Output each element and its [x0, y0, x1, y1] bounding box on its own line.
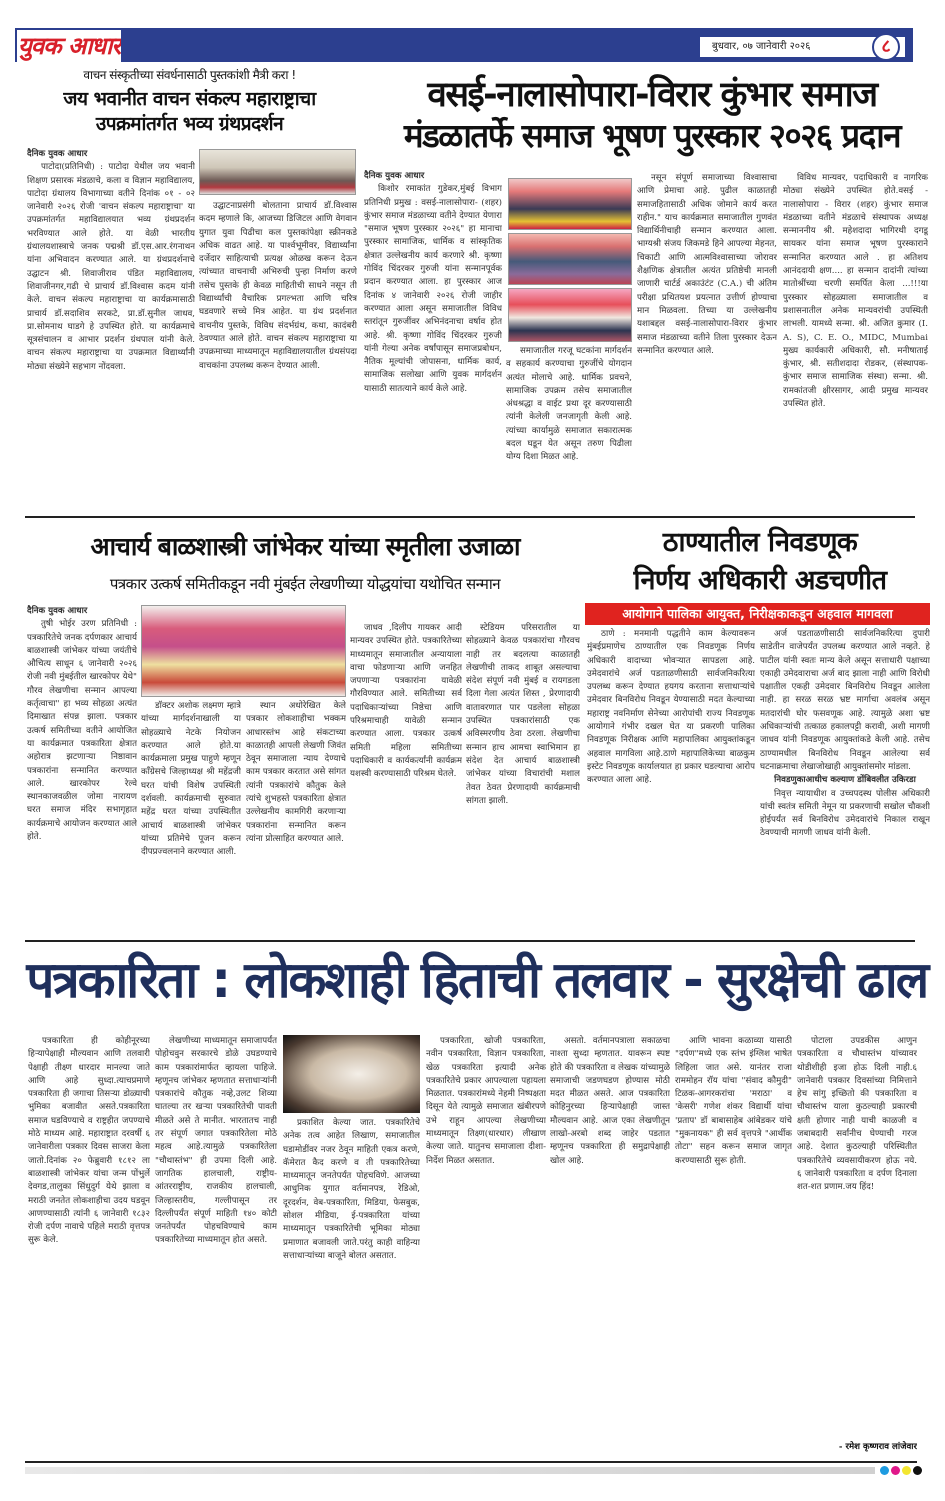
article1-headline-1-text: जय भवानीत वाचन संकल्प महाराष्ट्राचा: [63, 88, 316, 110]
article3-col1: [27, 605, 137, 920]
article2-headline-2: [372, 118, 932, 156]
article5-headline: [20, 945, 928, 1017]
registration-dot-yellow: [902, 1466, 911, 1475]
article3-source: दैनिक युवक आधार: [27, 606, 88, 616]
article3-subheadline-text: पत्रकार उत्कर्ष समितीकडून नवी मुंबईत लेखणीच्या योद्धयांचा यथोचित सन्मान: [109, 575, 501, 593]
article4-col1: [587, 628, 755, 920]
section-divider: [25, 940, 915, 942]
article2-headline-2-text: मंडळातर्फे समाज भूषण पुरस्कार २०२६ प्रदान: [403, 116, 901, 155]
article1-kicker-text: वाचन संस्कृतीच्या संवर्धनासाठी पुस्तकांशी मैत्री करा !: [83, 68, 296, 82]
article2-headline-1: [372, 76, 932, 116]
article3-col3: [246, 700, 346, 920]
article2-headline-1-text: वसई-नालासोपारा-विरार कुंभार समाज: [427, 75, 877, 115]
article3-subheadline: [25, 576, 585, 594]
registration-dot-cyan: [880, 1466, 889, 1475]
article1-col2: [199, 200, 357, 508]
issue-date: [700, 37, 866, 57]
section-divider: [25, 516, 915, 518]
article5-col5: [550, 1035, 670, 1455]
article5-text: लेखणीच्या माध्यमातून समाजापर्यंत पोहोचवुन सरकारचे डोळे उघडण्याचे काम पत्रकारांमार्फत व्हायला पाहिजे. म्हणूनच जांभेकर म्हणतात सत्ताधाऱ्यांनी पत्रकारांचे कौतुक नव्हे,उलट शिव्या घातल्या तर खऱ्या पत्रकारितेची पावती मीळते असे ते मानीत. भारतातच नाही तर संपूर्ण जगात पत्रकारितेला मोठे महत्व आहे.त्यामुळे पत्रकारितेला "चौथास्तंभ" ही उपमा दिली आहे. जागतिक हालचाली, राष्ट्रीय-आंतरराष्ट्रीय, राजकीय हालचाली, जिल्हास्तरीय, गल्लीपासून तर दिल्लीपर्यंत संपूर्ण माहिती १४० कोटी जनतेपर्यंत पोहचविण्याचे काम पत्रकारितेच्या माध्यमातून होत असते.: [155, 1036, 277, 1246]
article1-headline-1: [22, 89, 357, 111]
article3-headline: [25, 533, 585, 563]
article3-text: तुषी भोईर उरण प्रतिनिधी : पत्रकारितेचे जनक दर्पणकार आचार्य बाळशास्त्री जांभेकर यांच्या जयंतीचे औचित्य साधून ६ जानेवारी २०२६ रोजी नवी मुंबईतील खारकोपर येथे" गौरव लेखणीचा सन्मान आपल्या कर्तृत्वाचा" हा भव्य सोहळा अत्यंत दिमाखात संपन्न झाला. पत्रकार उत्कर्ष समितीच्या वतीने आयोजित या कार्यक्रमात पत्रकारिता क्षेत्रात अहोरात्र झटणाऱ्या निष्ठावान पत्रकारांना सन्मानित करण्यात आले. खारकोपर रेल्वे स्थानकाजवळील जोमा नारायण घरत समाज मंदिर सभागृहात कार्यक्रमाचे आयोजन करण्यात आले होते.: [27, 619, 137, 843]
article5-byline: [760, 1441, 917, 1456]
article5-text: पत्रकारिता, खोजी पत्रकारिता, नवीन पत्रकारिता, विज्ञान पत्रकारिता, खेळ पत्रकारिता इत्यादी अनेक पत्रकारितेचे प्रकार आपल्याला पहायला मिळतात. पत्रकारांमध्ये नेहमी निष्पक्षता दिसून येते त्यामुळे समाजात खंबीरपणे उभे राहून आपल्या लेखणीच्या माध्यमातून तिक्ष्ण(धारधार) लीखाण केल्या जाते. यातुनच समाजाला दीशा-निर्देश मिळत असतात.: [426, 1036, 546, 1166]
article2-col1: [364, 170, 502, 508]
article1-kicker: [22, 69, 357, 85]
article4-headline-1-text: ठाण्यातील निवडणूक: [662, 527, 858, 558]
article3-text: जाधव ,दिलीप गायकर आदी मान्यवर उपस्थित होते. पत्रकारितेच्या माध्यमातून समाजातील अन्यायाला वाचा फोडणाऱ्या आणि जनहित जपणाऱ्या पत्रकारांना यावेळी गौरविण्यात आले. समितीच्या सर्व पदाधिकाऱ्यांच्या निष्ठेचा आणि परिश्रमाचाही यावेळी सन्मान करण्यात आला. पत्रकार उत्कर्ष समिती महिला समितीच्या पदाधिकारी व कार्यकर्त्यांनी कार्यक्रम यशस्वी करण्यासाठी परिश्रम घेतले.: [350, 623, 462, 780]
article4-subhead: निवडणुकाआधीच कल्याण डोंबिवलीत उकिरडा: [774, 775, 916, 786]
footer-bar: [25, 1467, 875, 1474]
article3-text: स्थान अधोरेखित केले पत्रकार लोकशाहीचा भक्कम आधारस्तंभ आहे संकटाच्या काळातही आपली लेखणी जिवंत ठेवून समाजाला न्याय देण्याचे काम पत्रकार करतात असे सांगत त्यांनी पत्रकारांचे कौतुक केले त्यांचे शुभहस्ते पत्रकारिता क्षेत्रात उल्लेखनीय कामगिरी करणाऱ्या पत्रकारांना सन्मानित करून त्यांना प्रोत्साहित करण्यात आले.: [246, 701, 346, 844]
article5-col6: [675, 1035, 792, 1455]
article1-col1: [27, 148, 195, 508]
article5-headline-text: पत्रकारिता : लोकशाही हिताची तलवार - सुरक्षेची ढाल: [26, 951, 928, 1009]
article2-col2: [506, 345, 632, 508]
article2-col3: [637, 172, 777, 508]
registration-dot-magenta: [891, 1466, 900, 1475]
issue-date-text: बुधवार, ०७ जानेवारी २०२६: [712, 41, 811, 52]
article2-col4: [783, 172, 928, 508]
article2-text: नसून संपूर्ण समाजाच्या विश्वासाचा आणि प्रेमाचा आहे. पुढील काळातही समाजहितासाठी अधिक जोमाने कार्य करत राहीन." याच कार्यक्रमात समाजातील गुणवंत विद्यार्थिनीचाही सन्मान करण्यात आला. भाग्यश्री संजय जिकमडे हिने आपल्या मेहनत, चिकाटी आणि आत्मविश्वासाच्या जोरावर शैक्षणिक क्षेत्रातील अत्यंत प्रतिष्ठेची मानली जाणारी चार्टर्ड अकाउंटंट (C.A.) ची अंतिम परीक्षा प्रथितयश प्रयत्नात उत्तीर्ण होण्याचा मान मिळवला. तिच्या या उल्लेखनीय यशाबद्दल वसई-नालासोपारा-विरार कुंभार समाज मंडळाच्या वतीने तिला पुरस्कार देऊन सन्मानित करण्यात आले.: [637, 173, 777, 356]
article1-photo: [199, 149, 356, 195]
article5-text: प्रकाशित केल्या जात. पत्रकारितेचे अनेक तत्व आहेत लिखाण, समाजातील घडामोडींवर नजर ठेवून माहिती एकत्र करणे, कॅमेरात कैद करणे व ती पत्रकारितेच्या माध्यमातून जनतेपर्यंत पोहचविणे. आजच्या आधुनिक युगात वर्तमानपत्र, रेडिओ, दूरदर्शन, वेब-पत्रकारिता, मिडिया, फेसबुक, सोशल मीडिया, ई-पत्रकारिता यांच्या माध्यमातून पत्रकारितेची भूमिका मोठ्या प्रमाणात बजावली जाते.परंतु काही वाहिन्या सत्ताधाऱ्यांच्या बाजूने बोलत असतात.: [283, 1118, 420, 1261]
article5-col3: [283, 1117, 420, 1455]
article2-photo-3: [508, 288, 632, 342]
article4-text: ठाणे : मनमानी पद्धतीने काम केल्यावरून मुंबईप्रमाणेच ठाण्यातील एक निवडणूक निर्णय अधिकारी वादाच्या भोवऱ्यात सापडला आहे. उमेदवारांचे अर्ज पडताळणीसाठी सार्वजनिकरित्या उपलब्ध करून देण्यात हयगय करताना सत्ताधाऱ्यांचे उमेदवार बिनविरोध निवडून येण्यासाठी मदत केल्याच्या महाराष्ट्र नवनिर्माण सेनेच्या आरोपांची राज्य निवडणूक आयोगाने गंभीर दखल घेत या प्रकरणी पालिका निवडणूक निरीक्षक आणि महापालिका आयुक्तांकडून अहवाल मागविला आहे.ठाणे महापालिकेच्या बाळकुम इस्टेट निवडणूक कार्यालयात हा प्रकार घडल्याचा आरोप करण्यात आला आहे.: [587, 629, 755, 786]
registration-dot-black: [913, 1466, 922, 1475]
article2-text: विविध मान्यवर, पदाधिकारी व नागरिक मोठ्या संख्येने उपस्थित होते.वसई - नालासोपारा - विरार (शहर) कुंभार समाज मंडळाच्या वतीने मंडळाचे संस्थापक अध्यक्ष सन्माननीय श्री. महेशदादा भागिरथी दगडू सायकर यांना समाज भूषण पुरस्काराने सन्मानित करण्यात आले . हा अतिशय आनंददायी क्षण.... हा सन्मान दादांनी त्यांच्या मातोश्रींच्या चरणी समर्पित केला ...!!!या पुरस्कार सोहळ्याला समाजातील व प्रशासनातील अनेक मान्यवरांची उपस्थिती लाभली. यामध्ये सन्मा. श्री. अजित कुमार (I. A. S), C. E. O., MIDC, Mumbai मुख्य कार्यकारी अधिकारी, सौ. मनीषाताई कुंभार, श्री. सतीशदादा रोडकर, (संस्थापक- कुंभार समाज सामाजिक संस्था) सन्मा. श्री. रामकांतजी क्षीरसागर, आदी प्रमुख मान्यवर उपस्थित होते.: [783, 173, 928, 410]
article2-photo-1: [508, 178, 632, 230]
article4-headline-2-text: निर्णय अधिकारी अडचणीत: [633, 565, 887, 596]
article5-text: आणि भावना कळाव्या यासाठी "दर्पण"मध्ये एक स्तंभ इंग्लिश भाषेत लिहिला जात असे. यानंतर राजा राममोहन रॉय यांचा "संवाद कौमुदी" टिळक-आगरकरांचा 'मराठा' व 'केसरी' गणेश शंकर विद्यार्थी यांचा 'प्रताप' डॉ बाबासाहेब आंबेडकर यांचे "मुकनायक" ही सर्व वृत्तपत्रे "आर्थीक तोटा" सहन करून समाज जागृत करण्यासाठी सुरू होती.: [675, 1036, 792, 1166]
article5-text: असतो. वर्तमानपत्राला सकाळचा नाश्ता सुध्दा म्हणतात. यावरून स्पष्ट होते की पत्रकारिता व लेखक यांच्यामुळे समाजाची जडणघडण होण्यास मोठी मदत मीळत असते. आज पत्रकारिता कोहिनुरच्या हिऱ्यापेक्षाही जास्त मौल्यवान आहे. आज एका लेखणीतून लाखो-अरबो शब्द जाहेर पडतात म्हणूनच पत्रकारिता ही समुद्रापेक्षाही खोल आहे.: [550, 1036, 670, 1166]
article1-text: पाटोदा(प्रतिनिधी) : पाटोदा येथील जय भवानी शिक्षण प्रसारक मंडळाचे, कला व विज्ञान महाविद्यालय, पाटोदा ग्रंथालय विभागाच्या वतीने दिनांक ०१ - ०२ जानेवारी २०२६ रोजी 'वाचन संकल्प महाराष्ट्राचा' या उपक्रमांतर्गत महाविद्यालयात भव्य ग्रंथप्रदर्शन भरविण्यात आले होते. या वेळी भारतीय ग्रंथालयशास्त्राचे जनक पद्मश्री डॉ.एस.आर.रंगनाथन यांना अभिवादन करण्यात आले. या ग्रंथप्रदर्शनाचे उद्घाटन श्री. शिवाजीराव पंडित महाविद्यालय, शिवाजीनगर,गढी चे प्राचार्य डॉ.विश्वास कदम यांनी केले. वाचन संकल्प महाराष्ट्राचा या कार्यक्रमासाठी प्राचार्य डॉ.सदाशिव सरकटे, प्रा.डॉ.सुनील जाधव, प्रा.सोमनाथ घाडगे हे उपस्थित होते. या कार्यक्रमाचे सूत्रसंचालन व आभार प्रदर्शन ग्रंथपाल यांनी केले. वाचन संकल्प महाराष्ट्राचा या उपक्रमात विद्यार्थ्यांनी मोठ्या संख्येने सहभाग नोंदवला.: [27, 162, 195, 372]
article4-text: निवृत्त न्यायाधीश व उच्चपदस्थ पोलीस अधिकारी यांची स्वतंत्र समिती नेमून या प्रकरणाची सखोल चौकशी होईपर्यंत सर्व बिनविरोध उमेदवारांचे निकाल राखून ठेवण्याची मागणी जाधव यांनी केली.: [760, 788, 930, 839]
article5-col1: [28, 1035, 150, 1455]
article3-col5: [466, 622, 580, 920]
article3-col4: [350, 622, 462, 920]
article3-photo: [141, 605, 346, 697]
article4-banner: [585, 603, 930, 625]
article5-col2: [155, 1035, 277, 1455]
pen-writing-illustration: [283, 1035, 420, 1113]
article1-headline-2: [22, 114, 357, 136]
article3-headline-text: आचार्य बाळशास्त्री जांभेकर यांच्या स्मृतीला उजाळा: [90, 532, 520, 561]
article2-text: किशोर रमाकांत गुडेकर,मुंबई विभाग प्रतिनिधी प्रमुख : वसई-नालासोपारा- (शहर) कुंभार समाज मंडळाच्या वतीने देण्यात येणारा "समाज भूषण पुरस्कार २०२६" हा मानाचा पुरस्कार सामाजिक, धार्मिक व सांस्कृतिक क्षेत्रात उल्लेखनीय कार्य करणारे श्री. कृष्णा गोविंद चिंदरकर गुरुजी यांना सन्मानपूर्वक प्रदान करण्यात आला. हा पुरस्कार आज दिनांक ४ जानेवारी २०२६ रोजी जाहीर करण्यात आला असून समाजातील विविध स्तरांतून गुरुजींवर अभिनंदनाचा वर्षाव होत आहे. श्री. कृष्णा गोविंद चिंदरकर गुरुजी यांनी गेल्या अनेक वर्षांपासून समाजप्रबोधन, नैतिक मूल्यांची जोपासना, धार्मिक कार्य, सामाजिक सलोखा आणि युवक मार्गदर्शन यासाठी सातत्याने कार्य केले आहे.: [364, 184, 502, 394]
article4-headline-1: [590, 528, 930, 560]
article4-text: अर्ज पडताळणीसाठी सार्वजनिकरित्या दुपारी साडेतीन वाजेपर्यंत उपलब्ध करण्यात आले नव्हते. हे पाटील यांनी स्वतः मान्य केले असून सत्ताधारी पक्षाच्या एकाही उमेदवाराचा अर्ज बाद झाला नाही आणि विरोधी पक्षातील एकही उमेदवार बिनविरोध निवडून आलेला नाही. हा सरळ सरळ भ्रष्ट मार्गाचा अवलंब असून मतदारांची घोर फसवणूक आहे. त्यामुळे अशा भ्रष्ट अधिकाऱ्यांची तत्काळ हकालपट्टी करावी, अशी मागणी जाधव यांनी निवडणूक आयुक्तांकडे केली आहे. तसेच ठाण्यामधील बिनविरोध निवडून आलेल्या सर्व घटनाक्रमाचा लेखाजोखाही आयुक्तांसमोर मांडला.: [760, 629, 930, 772]
newspaper-logo: युवक आधार: [17, 32, 121, 60]
article3-col2: [141, 700, 241, 920]
article5-col7: [797, 1035, 917, 1434]
article5-col4: [426, 1035, 546, 1455]
footer-rule: [25, 1461, 917, 1463]
article1-text: उद्घाटनाप्रसंगी बोलताना प्राचार्य डॉ.विश्वास कदम म्हणाले कि, आजच्या डिजिटल आणि वेगवान युगात युवा पिढीचा कल पुस्तकांपेक्षा स्क्रीनकडे अधिक वाढत आहे. या पार्श्वभूमीवर, विद्यार्थ्यांना दर्जेदार साहित्याची प्रत्यक्ष ओळख करून देऊन त्यांच्यात वाचनाची अभिरुची पुन्हा निर्माण करणे तसेच पुस्तके ही केवळ माहितीची साधने नसून ती विद्यार्थ्यांची वैचारिक प्रगल्भता आणि चरित्र घडवणारे सच्चे मित्र आहेत. या ग्रंथ प्रदर्शनात वाचनीय पुस्तके, विविध संदर्भग्रंथ, कथा, कादंबरी ठेवण्यात आले होते. वाचन संकल्प महाराष्ट्राचा या उपक्रमाच्या माध्यमातून महाविद्यालयातील ग्रंथसंपदा वाचकांना उपलब्ध करून देण्यात आली.: [199, 201, 357, 371]
article4-banner-text: आयोगाने पालिका आयुक्त, निरीक्षकाकडून अहवाल मागवला: [622, 606, 893, 621]
article1-headline-2-text: उपक्रमांतर्गत भव्य ग्रंथप्रदर्शन: [95, 113, 284, 135]
article2-source: दैनिक युवक आधार: [364, 171, 425, 181]
article5-text: पोटाला उपडकीस आणुन पत्रकारिता व चौथास्तंभ यांच्यावर थोडीशीही इजा होऊ दिली नाही.६ जानेवारी पत्रकार दिवसांच्या निमित्ताने हेच सांगु इच्छितो की पत्रकारिता व चौथास्तंभ याला कुठल्याही प्रकारची क्षती होणार नाही याची काळजी व जबाबदारी सर्वांनीच घेण्याची गरज आहे. देशात कुठल्याही परिस्थितीत पत्रकारितेचे व्यवसायीकरण होऊ नये. ६ जानेवारी पत्रकारिता व दर्पण दिनाला शत-शत प्रणाम.जय हिंद!: [797, 1036, 917, 1193]
article5-byline-text: - रमेश कृष्णराव लांजेवार: [838, 1442, 917, 1452]
article3-text: स्टेडियम परिसरातील या सोहळ्याने केवळ पत्रकारांचा गौरवच नाही तर बदलत्या काळातही लेखणीची ताकद शाबूत असल्याचा संदेश संपूर्ण नवी मुंबई व रायगडला दिला गेला अत्यंत शिस्त , प्रेरणादायी वातावरणात पार पडलेला सोहळा उपस्थित पत्रकारांसाठी एक अविस्मरणीय ठेवा ठरला. लेखणीचा सन्मान हाच आमचा स्वाभिमान हा संदेश देत आचार्य बाळशास्त्री जांभेकर यांच्या विचारांची मशाल तेवत ठेवत प्रेरणादायी कार्यक्रमाची सांगता झाली.: [466, 623, 580, 806]
page-number: ८: [872, 33, 900, 61]
article5-text: पत्रकारिता ही कोहीनूरच्या हिऱ्यापेक्षाही मौल्यवान आणि तलवारी पेक्षाही तीक्ष्ण धारदार मानल्या जाते आणि आहे सुध्दा.त्याचप्रमाणे पत्रकारिता ही जगाचा तिसऱ्या डोळ्याची भुमिका बजावीत असते.पत्रकारिता समाज घडविण्याचे व राष्ट्रहीत जपण्याचे मोठे माध्यम आहे. महाराष्ट्रात दरवर्षी ६ जानेवारीला पत्रकार दिवस साजरा केला जातो.दिनांक २० फेब्रुवारी १८१२ ला बाळशास्त्री जांभेकर यांचा जन्म पोंभुर्ले देवगड,तालुका सिंधुदुर्ग येथे झाला व मराठी जनतेत लोकशाहीचा उदय घडवून आणण्यासाठी त्यांनी ६ जानेवारी १८३२ रोजी दर्पण नावाचे पहिले मराठी वृत्तपत्र सुरू केले.: [28, 1036, 150, 1246]
article4-headline-2: [590, 566, 930, 598]
article3-text: डॉक्टर अशोक लक्ष्मण म्हात्रे यांच्या मार्गदर्शनाखाली या सोहळ्याचे नेटके नियोजन करण्यात आले होते.या कार्यक्रमाला प्रमुख पाहुणे म्हणून कॉंग्रेसचे जिल्हाध्यक्ष श्री महेंद्रजी घरत यांची विशेष उपस्थिती दर्शवली. कार्यक्रमाची सुरुवात महेंद्र घरत यांच्या उपस्थितीत आचार्य बाळशास्त्री जांभेकर यांच्या प्रतिमेचे पूजन करून दीपप्रज्वलनाने करण्यात आली.: [141, 701, 241, 858]
article4-col2: [760, 628, 930, 920]
article2-photo-2: [508, 233, 632, 285]
article2-text: समाजातील गरजू घटकांना मार्गदर्शन व सहकार्य करण्याचा गुरुजींचे योगदान अत्यंत मोलाचे आहे. धार्मिक प्रवचने, सामाजिक उपक्रम तसेच समाजातील अंधश्रद्धा व वाईट प्रथा दूर करण्यासाठी त्यांनी केलेली जनजागृती केली आहे. त्यांच्या कार्यामुळे समाजात सकारात्मक बदल घडून येत असून तरुण पिढीला योग्य दिशा मिळत आहे.: [506, 346, 632, 463]
article1-source: दैनिक युवक आधार: [27, 149, 88, 159]
